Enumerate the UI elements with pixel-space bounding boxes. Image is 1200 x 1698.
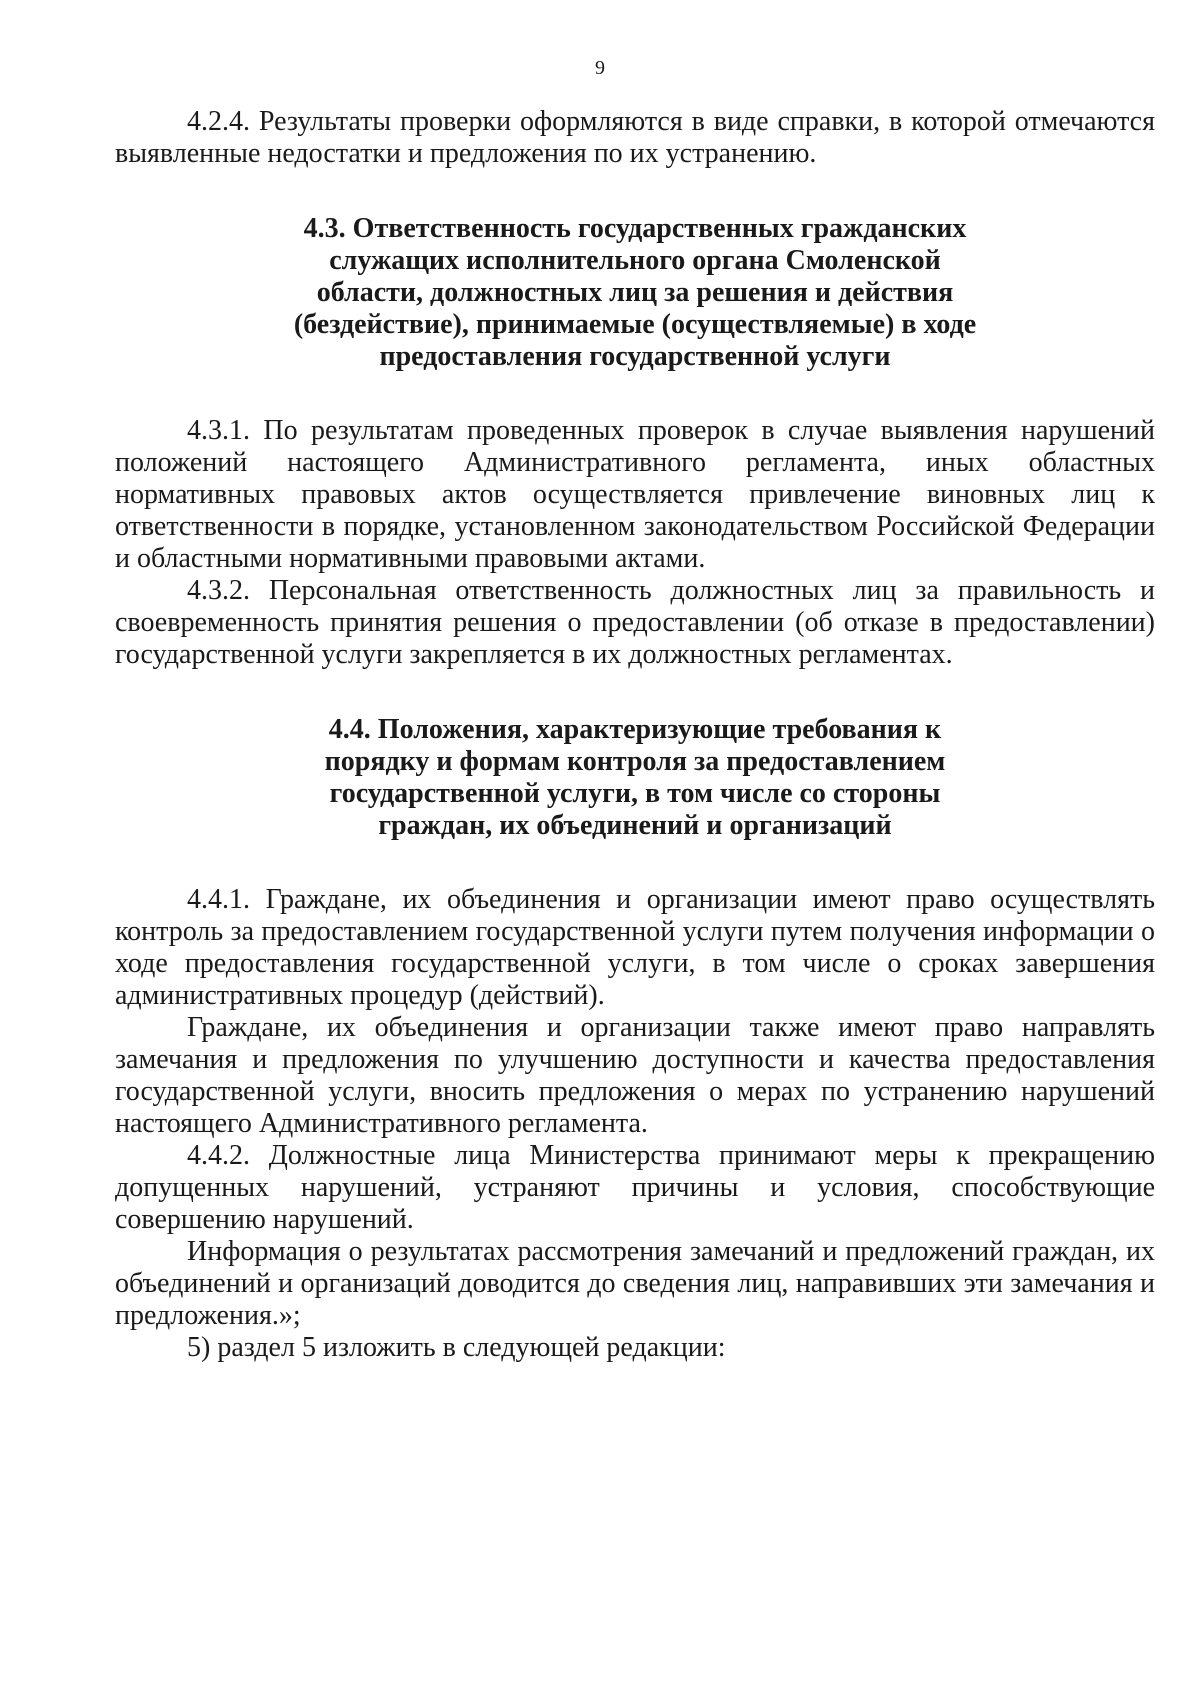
paragraph-information: Информация о результатах рассмотрения замечаний и предложений граждан, их объединений и организаций доводится до сведения лиц, направивших эти замечания и предложения.»; [115, 1236, 1155, 1331]
paragraph-4-3-2: 4.3.2. Персональная ответственность должностных лиц за правильность и своевременность принятия решения о предоставлении (об отказе в предоставлении) государственной услуги закрепляется в их должностных регламентах. [115, 575, 1155, 670]
paragraph-4-4-1: 4.4.1. Граждане, их объединения и организации имеют право осуществлять контроль за предоставлением государственной услуги путем получения информации о ходе предоставления государственной услуги, в том числе о сроках завершения административных процедур (действий). [115, 884, 1155, 1011]
paragraph-4-4-2: 4.4.2. Должностные лица Министерства принимают меры к прекращению допущенных нарушений, устраняют причины и условия, способствующие совершению нарушений. [115, 1140, 1155, 1235]
page-number: 9 [595, 57, 605, 79]
paragraph-section-5: 5) раздел 5 изложить в следующей редакции: [187, 1332, 726, 1363]
section-heading-4-4: 4.4. Положения, характеризующие требования к порядку и формам контроля за предоставлением государственной услуги, в том числе со стороны граждан, их объединений и организаций [324, 714, 946, 841]
paragraph-4-2-4: 4.2.4. Результаты проверки оформляются в виде справки, в которой отмечаются выявленные недостатки и предложения по их устранению. [115, 106, 1155, 169]
paragraph-citizens-rights: Граждане, их объединения и организации также имеют право направлять замечания и предложения по улучшению доступности и качества предоставления государственной услуги, вносить предложения о мерах по устранению нарушений настоящего Административного регламента. [115, 1012, 1155, 1139]
paragraph-4-3-1: 4.3.1. По результатам проведенных проверок в случае выявления нарушений положений настоящего Административного регламента, иных областных нормативных правовых актов осуществляется привлечение виновных лиц к ответственности в порядке, установленном законодательством Российской Федерации и областными нормативными правовыми актами. [115, 415, 1155, 574]
document-body [115, 106, 1155, 1364]
section-heading-4-3: 4.3. Ответственность государственных гражданских служащих исполнительного органа Смоленской области, должностных лиц за решения и действия (бездействие), принимаемые (осуществляемые) в ходе предоставления государственной услуги [293, 213, 977, 372]
